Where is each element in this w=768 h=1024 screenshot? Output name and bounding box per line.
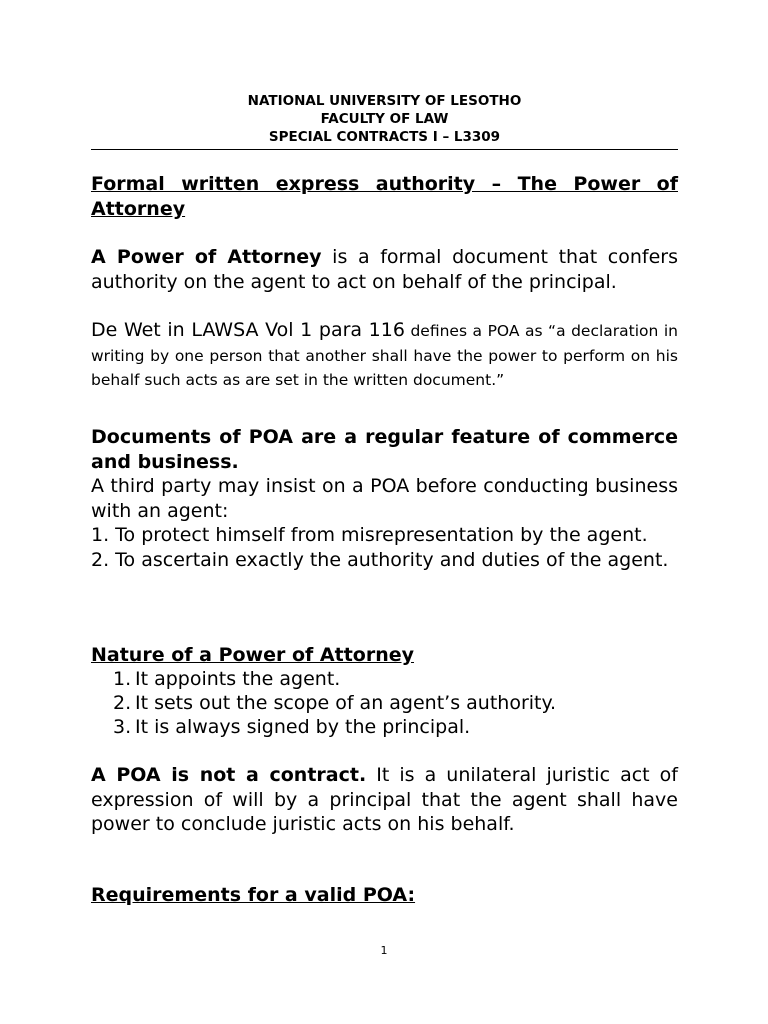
nature-heading: Nature of a Power of Attorney [91,644,414,666]
poa-definition-text: is a formal document that confers authority on the agent to act on behalf of the principal. [91,246,679,293]
commerce-statement: Documents of POA are a regular feature of commerce and business. [91,426,678,473]
list-text: It is always signed by the principal. [135,716,471,738]
commerce-paragraph [91,425,678,572]
list-number: 2. [113,692,132,714]
document-header [91,92,678,146]
list-text: It sets out the scope of an agent’s authority. [135,692,557,714]
de-wet-quote: defines a POA as “a declaration in writing by one person that another shall have the power to perform on his behalf such acts as are set in the written document.” [91,322,678,389]
list-item [113,691,673,715]
third-party-line: A third party may insist on a POA before conducting business with an agent: [91,475,678,522]
de-wet-citation: De Wet in LAWSA Vol 1 para 116 [91,319,405,341]
university-name: NATIONAL UNIVERSITY OF LESOTHO [247,93,522,109]
reason-item-2: 2. To ascertain exactly the authority and duties of the agent. [91,548,669,571]
list-number: 1. [113,668,132,690]
nature-list [113,667,673,739]
header-divider [91,149,678,150]
de-wet-paragraph [91,318,678,392]
faculty-name: FACULTY OF LAW [320,111,449,127]
requirements-heading: Requirements for a valid POA: [91,884,416,906]
poa-definition-paragraph [91,245,678,294]
document-title: Formal written express authority – The Power of Attorney [91,173,678,220]
page-number: 1 [380,944,388,957]
course-name: SPECIAL CONTRACTS I – L3309 [268,129,501,145]
list-item [113,715,673,739]
list-text: It appoints the agent. [135,668,341,690]
reason-item-1: 1. To protect himself from misrepresentation by the agent. [91,524,648,546]
not-contract-text: It is a unilateral juristic act of expression of will by a principal that the agent shall have power to conclude juristic acts on his behalf. [91,764,678,835]
not-contract-statement: A POA is not a contract. [91,764,367,786]
not-contract-paragraph [91,763,678,837]
poa-term: A Power of Attorney [91,246,322,268]
list-number: 3. [113,716,132,738]
list-item [113,667,673,691]
